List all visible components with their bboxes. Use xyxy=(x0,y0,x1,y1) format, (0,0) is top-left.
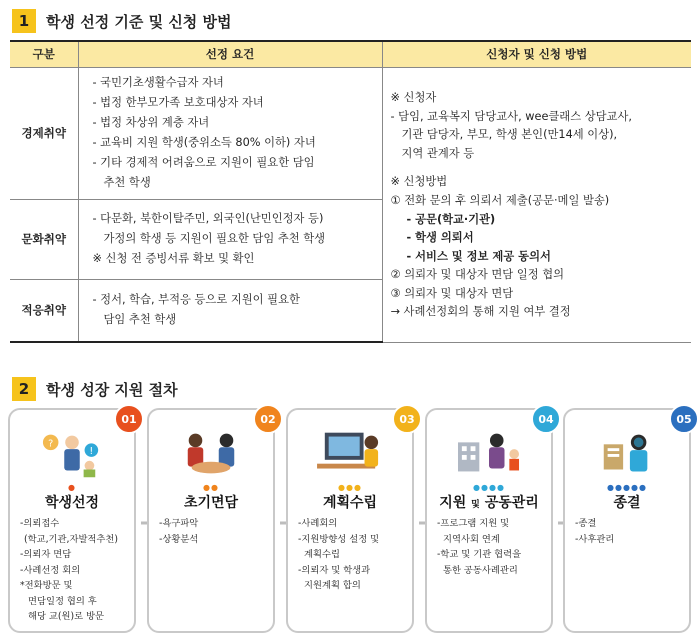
table-header-row xyxy=(10,41,691,67)
step-details xyxy=(437,516,547,578)
step-line: 해당 교(원)로 방문 xyxy=(28,611,105,622)
col-header-method: 신청자 및 신청 방법 xyxy=(382,41,691,67)
step-line: -학교 및 기관 협력을 xyxy=(437,549,522,560)
col-header-category: 구분 xyxy=(10,41,78,67)
criteria-line: 가정의 학생 등 지원이 필요한 담임 추천 학생 xyxy=(103,232,326,245)
svg-text:?: ? xyxy=(48,438,54,450)
section-1-header xyxy=(12,9,232,33)
document-item: - 공문(학교·기관) xyxy=(406,212,496,226)
step-badge: 01 xyxy=(114,404,144,434)
step-card xyxy=(147,408,275,633)
step-line: -사례선정 회의 xyxy=(20,564,81,576)
criteria-line: 추천 학생 xyxy=(103,176,151,189)
table-row xyxy=(10,67,691,199)
step-details xyxy=(298,516,408,594)
section-number: 2 xyxy=(12,377,36,401)
method-line: ② 의뢰자 및 대상자 면담 일정 협의 xyxy=(390,268,565,282)
criteria-line: - 기타 경제적 어려움으로 지원이 필요한 담임 xyxy=(92,156,315,169)
step-dots: ●●●● xyxy=(473,483,505,492)
method-line: ③ 의뢰자 및 대상자 면담 xyxy=(390,286,514,300)
method-line: 지역 관계자 등 xyxy=(401,146,475,160)
planning-illustration-icon xyxy=(288,428,412,480)
step-title: 초기면담 xyxy=(183,495,239,511)
step-line: 지역사회 연계 xyxy=(443,533,500,545)
section-title: 학생 성장 지원 절차 xyxy=(46,380,178,399)
step-dots: ●●●●● xyxy=(607,483,647,492)
criteria-line: - 다문화, 북한이탈주민, 외국인(난민인정자 등) xyxy=(92,212,324,225)
step-details xyxy=(159,516,269,547)
step-title: 계획수립 xyxy=(322,495,378,511)
step-title: 종결 xyxy=(613,495,641,511)
method-line: - 담임, 교육복지 담당교사, wee클래스 상담교사, xyxy=(390,109,632,123)
step-dots: ● xyxy=(68,483,76,492)
category-cell: 경제취약 xyxy=(10,67,78,199)
criteria-cell xyxy=(78,279,382,342)
counseling-illustration-icon xyxy=(10,428,134,480)
col-header-criteria: 선정 요건 xyxy=(78,41,382,67)
step-card xyxy=(425,408,553,633)
step-dots: ●● xyxy=(203,483,219,492)
step-line: -종결 xyxy=(575,518,597,529)
step-badge: 05 xyxy=(669,404,699,434)
method-line: → 사례선정회의 통해 지원 여부 결정 xyxy=(390,305,571,319)
step-line: -의뢰접수 xyxy=(20,518,60,529)
criteria-line: 담임 추천 학생 xyxy=(103,313,177,327)
step-details xyxy=(575,516,685,547)
step-line: -사례회의 xyxy=(298,518,338,529)
step-title: 학생선정 xyxy=(44,495,100,511)
method-cell xyxy=(382,67,691,342)
step-title-conjunction: 및 xyxy=(471,500,480,510)
step-line: 통한 공동사례관리 xyxy=(443,564,518,576)
step-line: -지원방향성 설정 및 xyxy=(298,533,380,545)
step-line: -의뢰자 면담 xyxy=(20,549,72,560)
support-illustration-icon xyxy=(427,428,551,480)
criteria-cell xyxy=(78,67,382,199)
step-dots: ●●● xyxy=(338,483,362,492)
section-2-header xyxy=(12,377,178,401)
step-card xyxy=(563,408,691,633)
category-cell: 문화취약 xyxy=(10,199,78,279)
step-details xyxy=(20,516,130,625)
step-title-main: 지원 xyxy=(439,495,467,511)
support-process xyxy=(8,408,692,633)
closing-illustration-icon xyxy=(565,428,689,480)
step-badge: 03 xyxy=(392,404,422,434)
step-line: *전화방문 및 xyxy=(20,580,73,591)
step-line: 면담일정 협의 후 xyxy=(28,595,97,607)
step-title-main-2: 공동관리 xyxy=(484,495,539,511)
interview-illustration-icon xyxy=(149,428,273,480)
criteria-cell xyxy=(78,199,382,279)
criteria-line: - 국민기초생활수급자 자녀 xyxy=(92,76,224,89)
section-title: 학생 선정 기준 및 신청 방법 xyxy=(46,12,232,31)
document-item: - 서비스 및 정보 제공 동의서 xyxy=(406,249,551,263)
step-line: -욕구파악 xyxy=(159,518,199,529)
step-line: -상황분석 xyxy=(159,533,199,545)
criteria-line: - 법정 차상위 계층 자녀 xyxy=(92,116,210,129)
criteria-line: - 교육비 지원 학생(중위소득 80% 이하) 자녀 xyxy=(92,136,316,149)
document-item: - 학생 의뢰서 xyxy=(406,231,474,245)
criteria-line: - 정서, 학습, 부적응 등으로 지원이 필요한 xyxy=(92,293,300,307)
criteria-line: - 법정 한부모가족 보호대상자 자녀 xyxy=(92,96,264,109)
method-line: ① 전화 문의 후 의뢰서 제출(공문·메일 발송) xyxy=(390,193,610,207)
criteria-line: ※ 신청 전 증빙서류 확보 및 확인 xyxy=(92,252,255,265)
step-line: -의뢰자 및 학생과 xyxy=(298,564,371,576)
step-card xyxy=(8,408,136,633)
applicant-heading: ※ 신청자 xyxy=(390,90,437,104)
selection-criteria-table xyxy=(10,40,691,343)
step-line: 지원계획 합의 xyxy=(304,580,361,591)
step-badge: 02 xyxy=(253,404,283,434)
step-line: (학교,기관,자발적추천) xyxy=(24,533,118,545)
method-line: 기관 담당자, 부모, 학생 본인(만14세 이상), xyxy=(401,128,618,142)
step-line: -프로그램 지원 및 xyxy=(437,518,510,529)
category-cell: 적응취약 xyxy=(10,279,78,342)
section-number: 1 xyxy=(12,9,36,33)
step-line: 계획수립 xyxy=(304,549,340,560)
step-line: -사후관리 xyxy=(575,533,615,545)
step-card xyxy=(286,408,414,633)
step-badge: 04 xyxy=(531,404,561,434)
step-title xyxy=(427,492,551,512)
svg-text:!: ! xyxy=(89,446,94,457)
method-heading: ※ 신청방법 xyxy=(390,175,448,189)
